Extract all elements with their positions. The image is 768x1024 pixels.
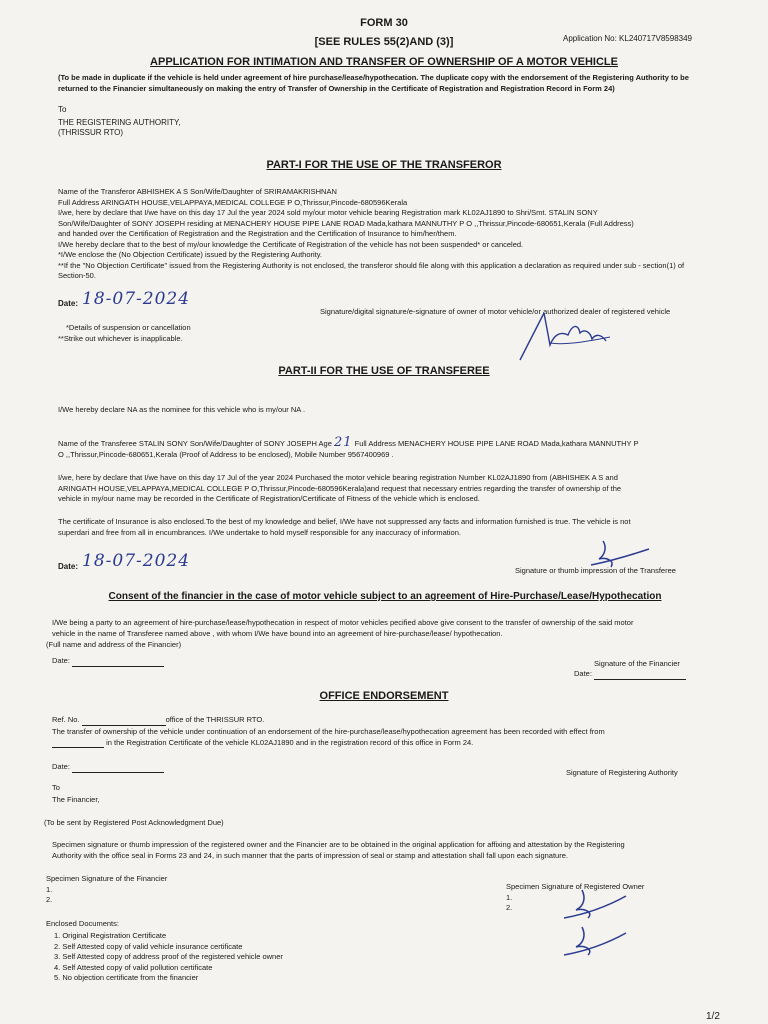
ref-no-label: Ref. No. bbox=[52, 715, 80, 724]
registered-post-note: (To be sent by Registered Post Acknowledgment Due) bbox=[44, 818, 224, 827]
transferee-signature-label: Signature or thumb impression of the Transferee bbox=[515, 566, 676, 575]
consent-heading: Consent of the financier in the case of motor vehicle subject to an agreement of Hire-Purchase/Lease/Hypothecation bbox=[108, 591, 662, 602]
part-1-date-label: Date: bbox=[58, 299, 79, 308]
transferor-name: Name of the Transferor ABHISHEK A S Son/Wife/Daughter of SRIRAMAKRISHNAN bbox=[58, 187, 337, 196]
transferee-declaration-1: I/we, here by declare that I/we have on this day 17 Jul of the year 2024 Purchased the motor vehicle bearing registration Number KL02AJ1890 from (ABHISHEK A S and bbox=[58, 473, 618, 482]
rto-name: (THRISSUR RTO) bbox=[58, 128, 124, 137]
form-number: FORM 30 bbox=[360, 17, 408, 29]
page-number: 1/2 bbox=[706, 1011, 720, 1022]
transferee-address-2: O ,,Thrissur,Pincode-680651,Kerala (Proof of Address to be enclosed), Mobile Number 9567400969 . bbox=[58, 449, 394, 459]
financier-specimen-2: 2. bbox=[46, 895, 53, 904]
financier-signature-label: Signature of the Financier bbox=[594, 659, 680, 668]
transferor-declaration-2: Son/Wife/Daughter of SONY JOSEPH residing at MENACHERY HOUSE PIPE LANE ROAD Mada,kathara MANNUTHY P O ,,Thrissur,Pincode-680651,Kerala (Full Address) bbox=[58, 218, 634, 228]
insurance-statement bbox=[58, 517, 708, 538]
office-date-line bbox=[72, 763, 164, 773]
footnote-strike: **Strike out whichever is inapplicable. bbox=[58, 334, 183, 343]
transferor-declaration-1: I/we, here by declare that I/we have on this day 17 Jul the year 2024 sold my/our motor vehicle bearing Registration mark KL02AJ1890 to Shri/Smt. STALIN SONY bbox=[58, 208, 598, 217]
ref-no-blank bbox=[82, 716, 166, 726]
owner-specimen-1: 1. bbox=[506, 892, 513, 902]
transferee-declaration bbox=[58, 473, 708, 505]
ref-no-line bbox=[52, 715, 264, 726]
consent-date-line bbox=[72, 657, 164, 667]
owner-specimen-signature-2-icon bbox=[560, 925, 630, 965]
office-date bbox=[52, 762, 164, 773]
enclosed-item: 1. Original Registration Certificate bbox=[54, 931, 167, 940]
enclosed-item: 2. Self Attested copy of valid vehicle insurance certificate bbox=[54, 941, 243, 951]
enclosed-item: 4. Self Attested copy of valid pollution certificate bbox=[54, 962, 213, 972]
transferee-declaration-3: vehicle in my/our name may be recorded in the Certificate of Registration/Certificate of Fitness of the vehicle which is enclosed. bbox=[58, 494, 480, 503]
consent-text-2: vehicle in the name of Transferee named above , with whom I/We have bound into an agreement of hire-purchase/lease/ hypothecation. bbox=[52, 628, 503, 638]
office-date-label: Date: bbox=[52, 762, 70, 771]
transferor-declaration-4: I/We hereby declare that to the best of my/our knowledge the Certificate of Registration of the vehicle has not been suspended* or canceled. bbox=[58, 239, 524, 249]
registering-authority: THE REGISTERING AUTHORITY, bbox=[58, 118, 181, 127]
part-2-date-label: Date: bbox=[58, 562, 79, 571]
insurance-statement-2: superdari and free from all in encumbrances. I/We undertake to hold myself responsible for any inaccuracy of information. bbox=[58, 527, 461, 537]
transferee-address: Full Address MENACHERY HOUSE PIPE LANE ROAD Mada,kathara MANNUTHY P bbox=[354, 439, 639, 448]
enclosed-documents-list bbox=[54, 931, 283, 984]
office-endorsement-heading: OFFICE ENDORSEMENT bbox=[319, 690, 449, 702]
application-number: Application No: KL240717V8598349 bbox=[563, 34, 692, 43]
part-1-body bbox=[58, 187, 698, 282]
part-2-heading: PART-II FOR THE USE OF TRANSFEREE bbox=[278, 365, 490, 377]
transferor-signature-icon bbox=[510, 305, 620, 365]
consent-text-1: I/We being a party to an agreement of hire-purchase/lease/hypothecation in respect of motor vehicles pecified above give consent to the transfer of ownership of the said motor bbox=[52, 618, 634, 627]
effect-date-blank bbox=[52, 738, 104, 748]
consent-date-label-2: Date: bbox=[574, 669, 592, 678]
part-1-heading: PART-I FOR THE USE OF THE TRANSFEROR bbox=[266, 159, 502, 171]
enclosed-documents-label: Enclosed Documents: bbox=[46, 919, 119, 928]
transferor-declaration-6: **If the "No Objection Certificate" issued from the Registering Authority is not enclosed, the transferor should file along with this application a declaration as required under sub - section(1) of Section-50. bbox=[58, 260, 685, 280]
owner-specimen-signature-1-icon bbox=[560, 888, 630, 928]
insurance-statement-1: The certificate of Insurance is also enclosed.To the best of my knowledge and belief, I/We have not suppressed any facts and information furnished is true. The vehicle is not bbox=[58, 517, 631, 526]
financier-specimen-1: 1. bbox=[46, 884, 53, 894]
transferee-name: Name of the Transferee STALIN SONY Son/Wife/Daughter of SONY JOSEPH Age bbox=[58, 439, 332, 448]
nominee-declaration: I/We hereby declare NA as the nominee for this vehicle who is my/our NA . bbox=[58, 405, 306, 414]
specimen-instructions-2: Authority with the office seal in Forms 23 and 24, in such manner that the parts of impression of seal or stamp and attestation shall fall upon each signature. bbox=[52, 850, 568, 860]
transferee-age: 21 bbox=[333, 435, 353, 450]
consent-date-line-2 bbox=[594, 670, 686, 680]
registering-authority-signature-label: Signature of Registering Authority bbox=[566, 768, 678, 777]
office-financier: The Financier, bbox=[52, 795, 100, 804]
to-label: To bbox=[58, 105, 67, 114]
transferee-declaration-2: ARINGATH HOUSE,VELAPPAYA,MEDICAL COLLEGE P O,Thrissur,Pincode-680596Kerala)and request that necessary entries regarding the transfer of ownership of the bbox=[58, 483, 622, 493]
specimen-instructions-1: Specimen signature or thumb impression of the registered owner and the Financier are to be obtained in the original application for affixing and attestation by the Registering bbox=[52, 840, 625, 849]
part-2-date-value: 18-07-2024 bbox=[82, 551, 191, 571]
transferor-declaration-5: *I/We enclose the (No Objection Certificate) issued by the Registering Authority. bbox=[58, 250, 323, 259]
financier-name-note: (Full name and address of the Financier) bbox=[46, 640, 182, 649]
footnote-suspension: *Details of suspension or cancellation bbox=[66, 323, 191, 332]
enclosed-item: 3. Self Attested copy of address proof of the registered vehicle owner bbox=[54, 952, 283, 961]
endorsement-text bbox=[52, 727, 702, 748]
enclosed-item: 5. No objection certificate from the financier bbox=[54, 973, 199, 982]
endorsement-text-1: The transfer of ownership of the vehicle under continuation of an endorsement of the hire-purchase/lease/hypothecation agreement has been recorded with effect from bbox=[52, 727, 605, 736]
owner-specimen-label: Specimen Signature of Registered Owner bbox=[506, 882, 645, 891]
rules-reference: [SEE RULES 55(2)AND (3)] bbox=[314, 36, 454, 48]
part-1-date-value: 18-07-2024 bbox=[82, 289, 191, 309]
consent-date-2 bbox=[574, 669, 686, 680]
financier-specimen bbox=[46, 874, 167, 906]
transferee-name-block bbox=[58, 435, 708, 460]
consent-date bbox=[52, 656, 164, 667]
specimen-instructions bbox=[52, 840, 702, 861]
ref-office: office of the THRISSUR RTO. bbox=[165, 715, 265, 724]
consent-text bbox=[52, 618, 702, 639]
transferor-declaration-3: and handed over the Certification of Registration and the Registration and the Certification of Insurance to him/her/them. bbox=[58, 229, 457, 238]
endorsement-text-2: in the Registration Certificate of the vehicle KL02AJ1890 and in the registration record of this office in Form 24. bbox=[106, 737, 474, 747]
transferor-address: Full Address ARINGATH HOUSE,VELAPPAYA,MEDICAL COLLEGE P O,Thrissur,Pincode-680596Kerala bbox=[58, 197, 408, 207]
transferor-signature-label: Signature/digital signature/e-signature of owner of motor vehicle/or authorized dealer of registered vehicle bbox=[320, 307, 671, 316]
financier-specimen-label: Specimen Signature of the Financier bbox=[46, 874, 168, 883]
duplicate-note: (To be made in duplicate if the vehicle is held under agreement of hire purchase/lease/hypothecation. The duplicate copy with the endorsement of the Registering Authority to be returned to the Financier simultaneously on making the entry of Transfer of Ownership in the Certificate of Registration and Registration Record in Form 24) bbox=[58, 73, 689, 93]
owner-specimen-2: 2. bbox=[506, 903, 513, 912]
consent-date-label: Date: bbox=[52, 656, 70, 665]
form-title: APPLICATION FOR INTIMATION AND TRANSFER OF OWNERSHIP OF A MOTOR VEHICLE bbox=[150, 56, 618, 68]
office-to-label: To bbox=[52, 783, 60, 792]
